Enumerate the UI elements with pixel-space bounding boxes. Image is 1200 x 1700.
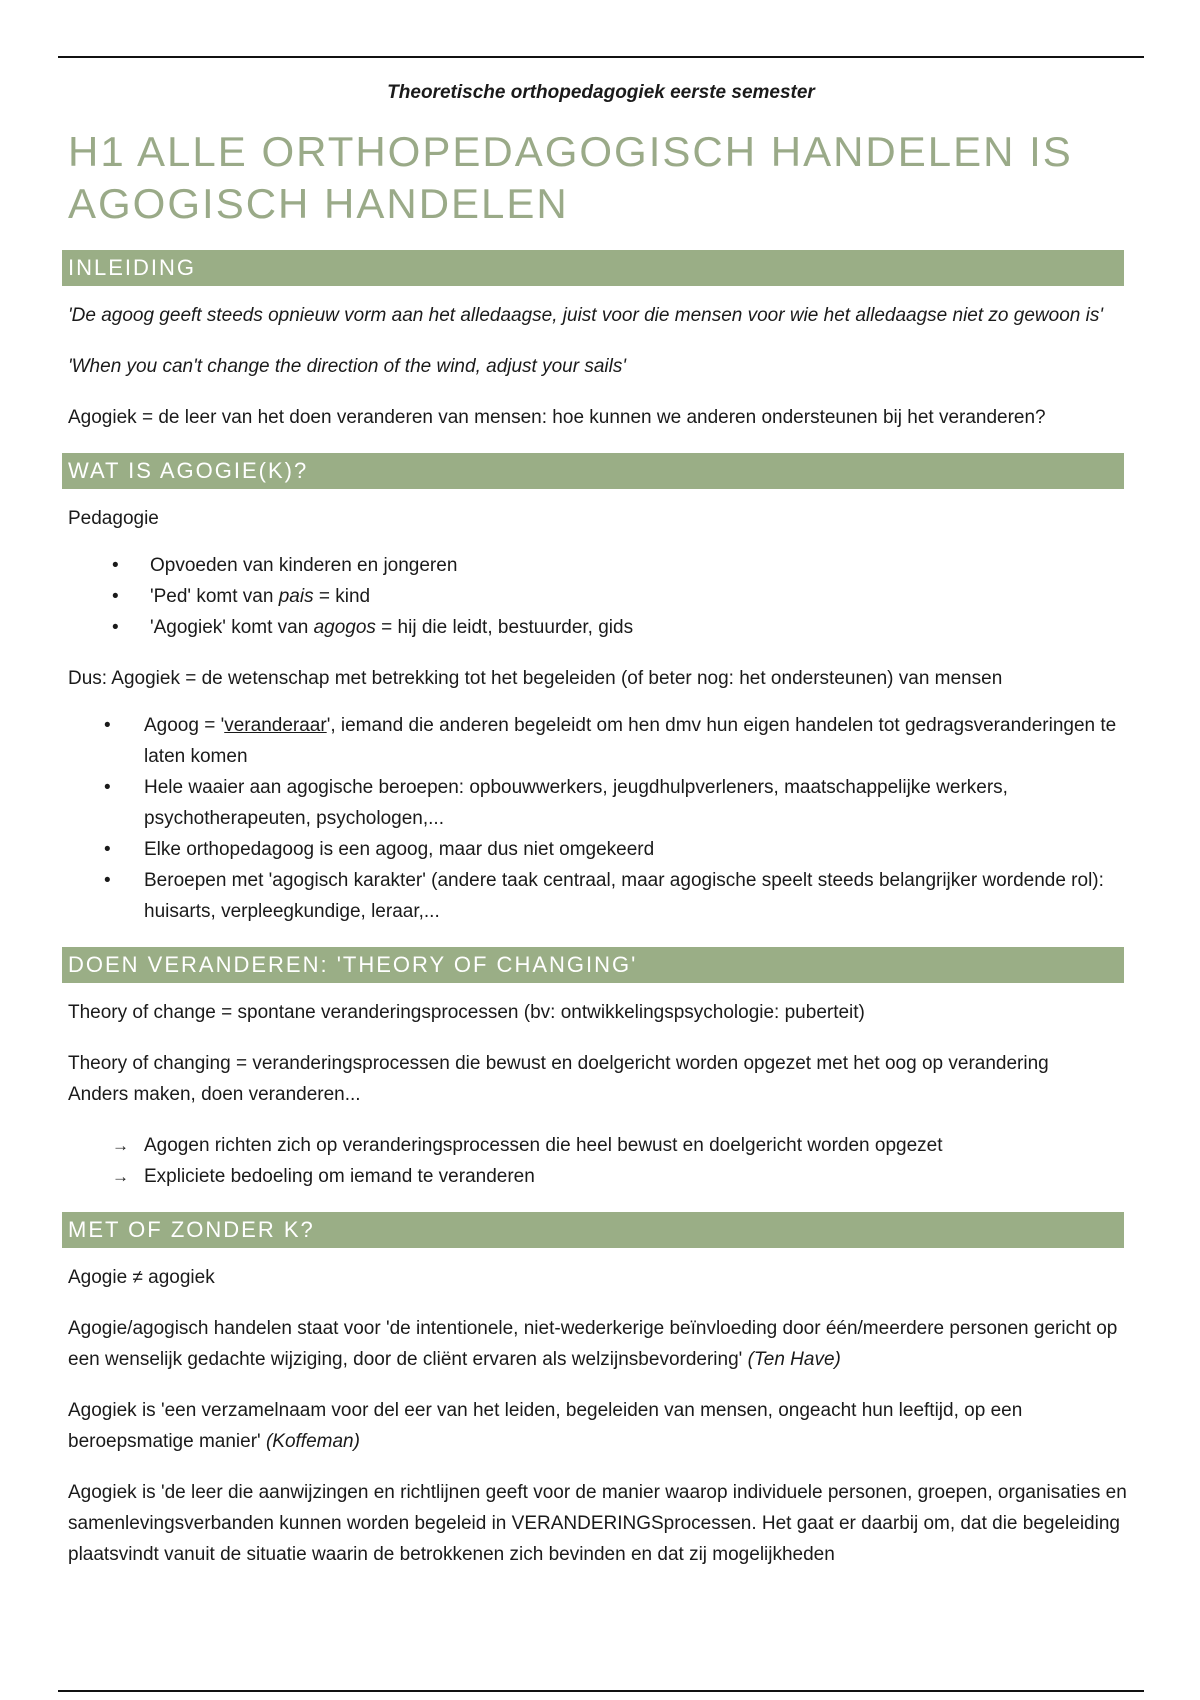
section-heading-met-of-zonder-k: MET OF ZONDER K? — [62, 1212, 1124, 1248]
bullet-icon: • — [112, 586, 119, 607]
bullet-icon: • — [112, 555, 119, 576]
agogiek-definition-leer: Agogiek is 'de leer die aanwijzingen en richtlijnen geeft voor de manier waarop individuele personen, groepen, organisaties en samenlevingsverbanden kunnen worden begeleid in VERANDERINGSprocessen. Het gaat er daarbij om, dat die begeleiding plaatsvindt vanuit de situatie waarin de betrokkenen zich bevinden en dat zij mogelijkheden — [68, 1482, 1127, 1565]
agogiek-definition-koffeman: Agogiek is 'een verzamelnaam voor del eer van het leiden, begeleiden van mensen, ongeacht hun leeftijd, op een beroepsmatige manier' (Koffeman) — [68, 1400, 1023, 1452]
bullet-icon: • — [104, 870, 111, 891]
list-item: • Agoog = 'veranderaar', iemand die anderen begeleidt om hen dmv hun eigen handelen tot gedragsveranderingen te laten komen — [68, 710, 1134, 772]
theory-of-changing: Theory of changing = veranderingsprocessen die bewust en doelgericht worden opgezet met het oog op verandering Anders maken, doen veranderen... — [68, 1053, 1049, 1105]
top-rule — [58, 56, 1144, 58]
list-item: • Beroepen met 'agogisch karakter' (andere taak centraal, maar agogische speelt steeds belangrijker wordende rol): huisarts, verpleegkundige, leraar,... — [68, 865, 1134, 927]
list-item: • 'Ped' komt van pais = kind — [68, 581, 1134, 612]
chapter-title: H1 ALLE ORTHOPEDAGOGISCH HANDELEN IS AGOGISCH HANDELEN — [68, 128, 1073, 227]
quote-agoog: 'De agoog geeft steeds opnieuw vorm aan het alledaagse, juist voor die mensen voor wie het alledaagse niet zo gewoon is' — [68, 305, 1103, 326]
pedagogie-label: Pedagogie — [68, 508, 159, 529]
bullet-icon: • — [112, 617, 119, 638]
changing-arrow-list — [68, 1130, 1134, 1192]
quote-wind: 'When you can't change the direction of the wind, adjust your sails' — [68, 356, 626, 377]
list-item: → Agogen richten zich op veranderingsprocessen die heel bewust en doelgericht worden opgezet — [68, 1130, 1134, 1161]
section-heading-inleiding: INLEIDING — [62, 250, 1124, 286]
bullet-icon: • — [104, 715, 111, 736]
pedagogie-list — [68, 550, 1134, 643]
list-item: → Expliciete bedoeling om iemand te veranderen — [68, 1161, 1134, 1192]
agogie-vs-agogiek: Agogie ≠ agogiek — [68, 1267, 215, 1288]
agoog-list — [68, 710, 1134, 927]
bullet-icon: • — [104, 777, 111, 798]
list-item: • 'Agogiek' komt van agogos = hij die leidt, bestuurder, gids — [68, 612, 1134, 643]
list-item: • Opvoeden van kinderen en jongeren — [68, 550, 1134, 581]
bottom-rule — [58, 1690, 1144, 1692]
list-item: • Hele waaier aan agogische beroepen: opbouwwerkers, jeugdhulpverleners, maatschappelijke werkers, psychotherapeuten, psychologen,... — [68, 772, 1134, 834]
document-page — [68, 82, 1134, 1590]
arrow-right-icon: → — [112, 1136, 129, 1155]
agogiek-definition: Agogiek = de leer van het doen veranderen van mensen: hoe kunnen we anderen ondersteunen bij het veranderen? — [68, 407, 1046, 428]
section-heading-doen-veranderen: DOEN VERANDEREN: 'THEORY OF CHANGING' — [62, 947, 1124, 983]
agogie-definition-ten-have: Agogie/agogisch handelen staat voor 'de intentionele, niet-wederkerige beïnvloeding door één/meerdere personen gericht op een wenselijk gedachte wijziging, door de cliënt ervaren als welzijnsbevordering' (Ten Have) — [68, 1318, 1118, 1370]
list-item: • Elke orthopedagoog is een agoog, maar dus niet omgekeerd — [68, 834, 1134, 865]
arrow-right-icon: → — [112, 1167, 129, 1186]
bullet-icon: • — [104, 839, 111, 860]
dus-definition: Dus: Agogiek = de wetenschap met betrekking tot het begeleiden (of beter nog: het ondersteunen) van mensen — [68, 668, 1003, 689]
theory-of-change: Theory of change = spontane veranderingsprocessen (bv: ontwikkelingspsychologie: puberteit) — [68, 1002, 865, 1023]
header-title: Theoretische orthopedagogiek eerste semester — [387, 82, 815, 103]
section-heading-wat-is: WAT IS AGOGIE(K)? — [62, 453, 1124, 489]
